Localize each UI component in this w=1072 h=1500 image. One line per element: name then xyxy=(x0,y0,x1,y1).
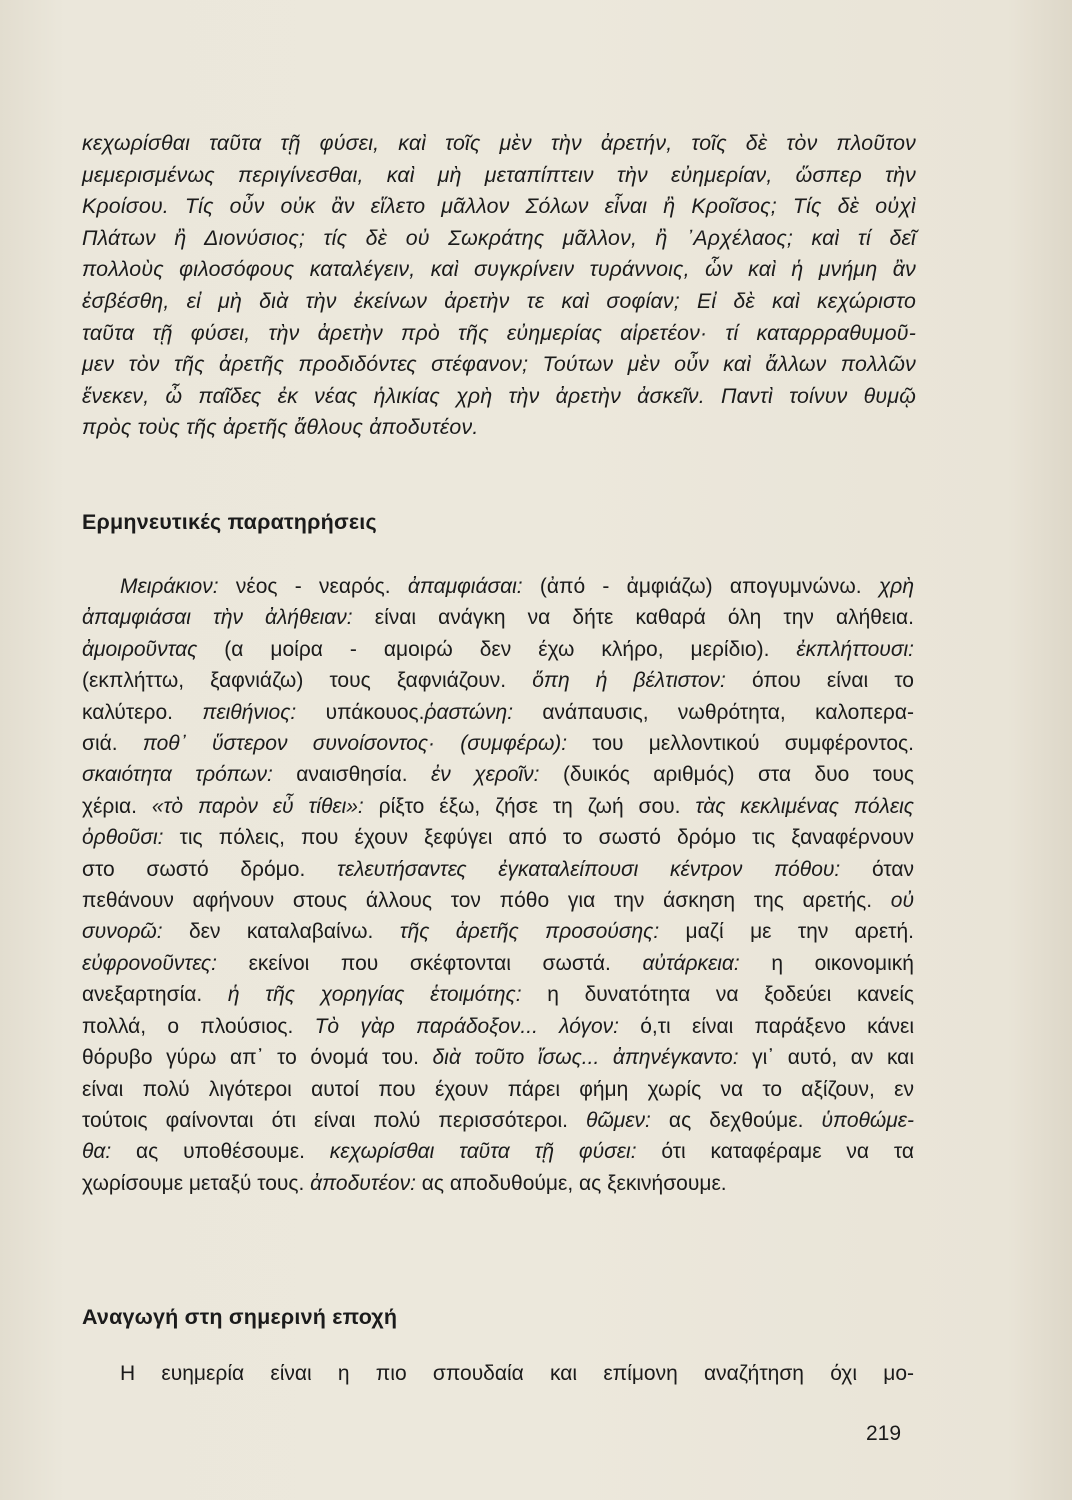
greek-term: ἡ τῆς χορηγίας ἑτοιμότης: xyxy=(227,983,522,1007)
ancient-text-line: μεμερισμένως περιγίνεσθαι, καὶ μὴ μεταπίπτειν τὴν εὐημερίαν, ὥσπερ τὴν xyxy=(82,162,916,187)
ancient-text-line: ταῦτα τῇ φύσει, τὴν ἀρετὴν πρὸ τῆς εὐημερίας αἱρετέον· τί καταρρραθυμοῦ- xyxy=(82,320,916,345)
ancient-text-line: πολλοὺς φιλοσόφους καταλέγειν, καὶ συγκρίνειν τυράννοις, ὧν καὶ ἡ μνήμη ἂν xyxy=(82,257,916,282)
ancient-text-line: Πλάτων ἢ Διονύσιος; τίς δὲ οὐ Σωκράτης μᾶλλον, ἢ ᾿Αρχέλαος; καὶ τί δεῖ xyxy=(82,225,916,250)
explanation-text: πεθάνουν αφήνουν στους άλλους τον πόθο για την άσκηση της αρετής. xyxy=(82,889,891,913)
explanation-text: αναισθησία. xyxy=(272,763,431,787)
explanation-text: είναι πολύ λιγότεροι αυτοί που έχουν πάρει φήμη χωρίς να το αξίζουν, εν xyxy=(82,1077,914,1101)
explanation-text: ας δεχθούμε. xyxy=(650,1108,822,1132)
notes-text-line xyxy=(82,948,914,979)
greek-term: διὰ τοῦτο ἴσως... ἀπηνέγκαντο: xyxy=(432,1046,739,1070)
ancient-text-line: Κροίσου. Τίς οὖν οὐκ ἂν εἵλετο μᾶλλον Σόλων εἶναι ἢ Κροῖσος; Τίς δὲ οὐχὶ xyxy=(82,194,916,219)
greek-term: ἀπαμφιάσαι: xyxy=(407,575,523,598)
explanation-text: όταν xyxy=(840,857,915,881)
explanation-text: υπάκουος. xyxy=(296,700,425,724)
ancient-text-line: ἐσβέσθη, εἰ μὴ διὰ τὴν ἐκείνων ἀρετὴν τε καὶ σοφίαν; Εἰ δὲ καὶ κεχώριστο xyxy=(82,288,916,313)
explanation-text: (εκπλήττω, ξαφνιάζω) τους ξαφνιάζουν. xyxy=(82,669,533,693)
greek-term: ὑποθώμε- xyxy=(821,1108,914,1132)
explanation-text: εκείνοι που σκέφτονται σωστά. xyxy=(216,951,643,975)
greek-term: ὀρθοῦσι: xyxy=(82,826,164,850)
explanation-text: γι᾿ αυτό, αν και xyxy=(738,1046,914,1070)
notes-text-line xyxy=(82,665,914,696)
greek-term: τῆς ἀρετῆς προσούσης: xyxy=(399,920,660,944)
explanation-text: (δυικός αριθμός) στα δυο τους xyxy=(539,763,915,787)
greek-term: θῶμεν: xyxy=(586,1108,651,1132)
greek-term: ἀπαμφιάσαι τὴν ἀλήθειαν: xyxy=(82,606,353,630)
greek-term: ὅπη ἡ βέλτιστον: xyxy=(532,669,726,693)
notes-text-line xyxy=(82,1136,914,1167)
notes-text-line xyxy=(82,885,914,916)
greek-term: τὰς κεκλιμένας πόλεις xyxy=(695,794,915,818)
explanation-text: ας υποθέσουμε. xyxy=(111,1140,330,1164)
explanation-text: δεν καταλαβαίνω. xyxy=(162,920,400,944)
greek-term: θα: xyxy=(82,1140,112,1164)
notes-text-line xyxy=(82,1011,914,1042)
notes-text-line xyxy=(82,571,914,602)
notes-text-line xyxy=(82,634,914,665)
notes-text-line xyxy=(82,791,914,822)
greek-term: ῥαστώνη: xyxy=(424,700,514,724)
explanation-text: πολλά, ο πλούσιος. xyxy=(82,1014,315,1038)
ancient-text-line: μεν τὸν τῆς ἀρετῆς προδιδόντες στέφανον; Τούτων μὲν οὖν καὶ ἄλλων πολλῶν xyxy=(82,352,916,377)
notes-text-line xyxy=(82,1074,914,1105)
explanation-text: ότι καταφέραμε να τα xyxy=(636,1140,914,1164)
explanation-text: θόρυβο γύρω απ᾿ το όνομά του. xyxy=(82,1046,433,1070)
greek-term: σκαιότητα τρόπων: xyxy=(82,763,273,787)
greek-term: εὐφρονοῦντες: xyxy=(82,951,217,975)
notes-text-line xyxy=(82,854,914,885)
explanation-text: ό,τι είναι παράξενο κάνει xyxy=(619,1014,915,1038)
notes-text-line xyxy=(82,1168,914,1199)
explanation-text: του μελλοντικού συμφέροντος. xyxy=(567,732,915,756)
greek-term: οὐ xyxy=(890,889,914,913)
explanation-text: καλύτερο. xyxy=(82,700,203,724)
notes-text-line xyxy=(82,697,914,728)
explanation-text: ανάπαυσις, νωθρότητα, καλοπερα- xyxy=(513,700,914,724)
notes-text-line xyxy=(82,979,914,1010)
explanation-text: η οικονομική xyxy=(739,951,914,975)
greek-term: συνορῶ: xyxy=(82,920,163,944)
greek-term: Μειράκιον: xyxy=(120,575,219,598)
notes-text-line xyxy=(82,602,914,633)
explanation-text: ανεξαρτησία. xyxy=(82,983,228,1007)
ancient-text-line: πρὸς τοὺς τῆς ἀρετῆς ἄθλους ἀποδυτέον. xyxy=(82,415,479,440)
greek-term: αὐτάρκεια: xyxy=(642,951,740,975)
greek-term: ἐκπλήττουσι: xyxy=(796,637,914,661)
explanation-text: στο σωστό δρόμο. xyxy=(82,857,338,881)
greek-term: χρὴ xyxy=(878,575,914,598)
greek-term: «τὸ παρὸν εὖ τίθει»: xyxy=(151,794,364,818)
greek-term: ἐν χεροῖν: xyxy=(430,763,540,787)
ancient-greek-passage xyxy=(82,128,916,444)
explanation-text: χέρια. xyxy=(82,794,152,818)
explanation-text: (α μοίρα - αμοιρώ δεν έχω κλήρο, μερίδιο). xyxy=(197,637,797,661)
explanation-text: όπου είναι το xyxy=(725,669,914,693)
modern-application-paragraph: Η ευημερία είναι η πιο σπουδαία και επίμονη αναζήτηση όχι μο- xyxy=(120,1362,914,1385)
greek-term: ἀποδυτέον: xyxy=(310,1171,416,1195)
ancient-text-line: κεχωρίσθαι ταῦτα τῇ φύσει, καὶ τοῖς μὲν τὴν ἀρετήν, τοῖς δὲ τὸν πλοῦτον xyxy=(82,131,916,155)
greek-term: πειθήνιος: xyxy=(202,700,297,724)
explanation-text: ρίξτο έξω, ζήσε τη ζωή σου. xyxy=(363,794,696,818)
greek-term: ἀμοιροῦντας xyxy=(82,637,198,661)
explanation-text: ας αποδυθούμε, ας ξεκινήσουμε. xyxy=(415,1171,727,1195)
explanation-text: τις πόλεις, που έχουν ξεφύγει από το σωστό δρόμο τις ξαναφέρνουν xyxy=(163,826,914,850)
section-heading-modern-application: Αναγωγή στη σημερινή εποχή xyxy=(82,1305,398,1329)
explanation-text: χωρίσουμε μεταξύ τους. xyxy=(82,1171,311,1195)
explanation-text: μαζί με την αρετή. xyxy=(659,920,914,944)
notes-text-line xyxy=(82,822,914,853)
explanation-text: νέος - νεαρός. xyxy=(218,575,408,598)
notes-text-line xyxy=(82,1042,914,1073)
greek-term: τελευτήσαντες ἐγκαταλείπουσι κέντρον πόθου: xyxy=(337,857,841,881)
notes-text-line xyxy=(82,916,914,947)
explanation-text: σιά. xyxy=(82,732,143,756)
greek-term: ποθ᾿ ὕστερον συνοίσοντος· (συμφέρω): xyxy=(142,732,568,756)
explanation-text: τούτοις φαίνονται ότι είναι πολύ περισσότεροι. xyxy=(82,1108,587,1132)
ancient-text-line: ἕνεκεν, ὦ παῖδες ἐκ νέας ἡλικίας χρὴ τὴν ἀρετὴν ἀσκεῖν. Παντὶ τοίνυν θυμῷ xyxy=(82,383,916,408)
notes-text-line xyxy=(82,759,914,790)
notes-text-line xyxy=(82,728,914,759)
explanation-text: (ἀπό - ἀμφιάζω) απογυμνώνω. xyxy=(522,575,879,598)
greek-term: κεχωρίσθαι ταῦτα τῇ φύσει: xyxy=(329,1140,637,1164)
explanation-text: είναι ανάγκη να δήτε καθαρά όλη την αλήθεια. xyxy=(352,606,914,630)
notes-text-line xyxy=(82,1105,914,1136)
explanation-text: η δυνατότητα να ξοδεύει κανείς xyxy=(521,983,914,1007)
greek-term: Τὸ γὰρ παράδοξον... λόγον: xyxy=(314,1014,620,1038)
section-heading-interpretive-notes: Ερμηνευτικές παρατηρήσεις xyxy=(82,510,377,534)
page-number: 219 xyxy=(866,1422,902,1445)
interpretive-notes-paragraph xyxy=(82,571,914,1199)
